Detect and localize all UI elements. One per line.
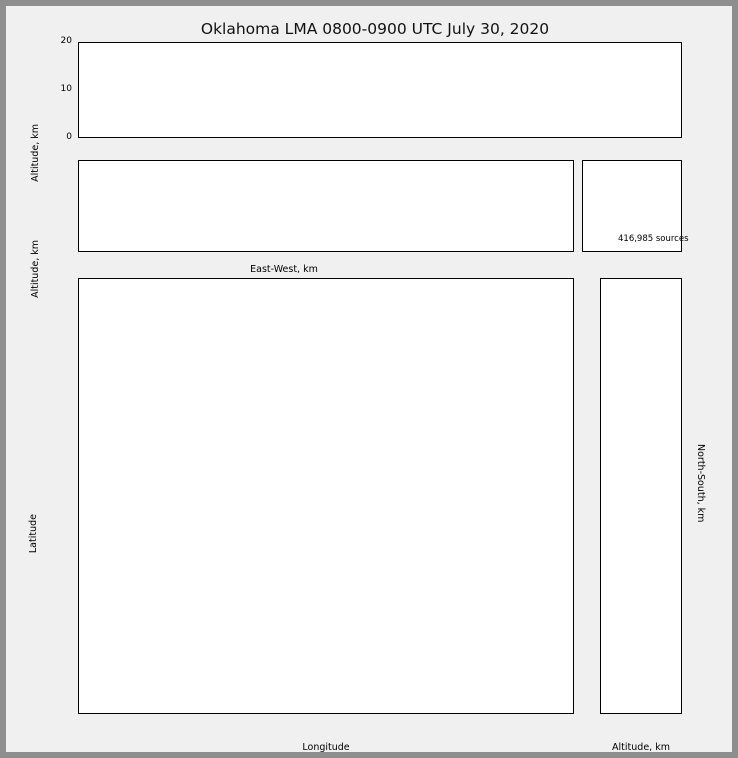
map-ylabel: Latitude (28, 514, 39, 554)
time-height-ytick-0: 0 (66, 132, 72, 142)
time-height-ylabel: Altitude, km (30, 124, 41, 182)
time-height-panel (78, 42, 682, 138)
page-title: Oklahoma LMA 0800-0900 UTC July 30, 2020 (200, 20, 550, 38)
east-west-xlabel: East-West, km (250, 264, 318, 275)
north-south-plot (601, 279, 681, 713)
east-west-plot (79, 161, 573, 251)
north-south-xlabel: Altitude, km (612, 742, 670, 753)
time-height-plot (79, 43, 681, 137)
time-height-ytick-2: 20 (60, 36, 72, 46)
plan-view-map-panel (78, 278, 574, 714)
east-west-panel (78, 160, 574, 252)
time-height-ytick-1: 10 (60, 84, 72, 94)
north-south-ylabel: North-South, km (695, 444, 706, 523)
east-west-ylabel: Altitude, km (30, 240, 41, 298)
plan-view-map-plot (79, 279, 573, 713)
source-count-label: 416,985 sources (618, 234, 689, 244)
map-xlabel: Longitude (302, 742, 350, 753)
north-south-panel (600, 278, 682, 714)
